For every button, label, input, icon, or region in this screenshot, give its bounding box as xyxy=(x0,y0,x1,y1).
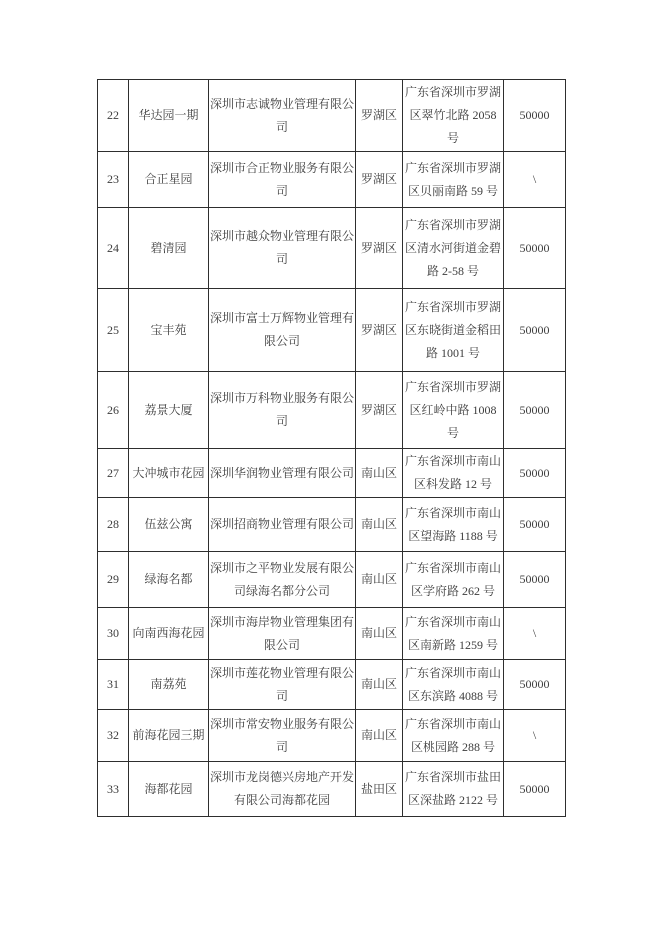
cell-address: 广东省深圳市罗湖区清水河街道金碧路 2-58 号 xyxy=(403,208,504,289)
cell-row-number: 27 xyxy=(98,449,129,498)
table-row xyxy=(98,372,566,449)
table-row xyxy=(98,289,566,372)
cell-company: 深圳市龙岗德兴房地产开发有限公司海都花园 xyxy=(209,762,356,817)
cell-district: 罗湖区 xyxy=(356,208,403,289)
cell-district: 南山区 xyxy=(356,608,403,660)
table-row xyxy=(98,152,566,208)
cell-address: 广东省深圳市南山区东滨路 4088 号 xyxy=(403,660,504,710)
cell-company: 深圳市常安物业服务有限公司 xyxy=(209,710,356,762)
table-row xyxy=(98,608,566,660)
table-row xyxy=(98,80,566,152)
cell-property-name: 向南西海花园 xyxy=(129,608,209,660)
cell-amount: 50000 xyxy=(504,449,566,498)
table-row xyxy=(98,498,566,552)
cell-district: 南山区 xyxy=(356,498,403,552)
cell-address: 广东省深圳市南山区学府路 262 号 xyxy=(403,552,504,608)
cell-address: 广东省深圳市罗湖区翠竹北路 2058 号 xyxy=(403,80,504,152)
cell-row-number: 28 xyxy=(98,498,129,552)
cell-amount: 50000 xyxy=(504,372,566,449)
cell-address: 广东省深圳市南山区南新路 1259 号 xyxy=(403,608,504,660)
cell-address: 广东省深圳市罗湖区贝丽南路 59 号 xyxy=(403,152,504,208)
cell-row-number: 22 xyxy=(98,80,129,152)
cell-company: 深圳市之平物业发展有限公司绿海名都分公司 xyxy=(209,552,356,608)
cell-property-name: 荔景大厦 xyxy=(129,372,209,449)
cell-amount: \ xyxy=(504,608,566,660)
cell-property-name: 伍兹公寓 xyxy=(129,498,209,552)
cell-row-number: 32 xyxy=(98,710,129,762)
table-row xyxy=(98,449,566,498)
cell-property-name: 大冲城市花园 xyxy=(129,449,209,498)
cell-row-number: 23 xyxy=(98,152,129,208)
cell-property-name: 南荔苑 xyxy=(129,660,209,710)
cell-address: 广东省深圳市南山区桃园路 288 号 xyxy=(403,710,504,762)
cell-company: 深圳华润物业管理有限公司 xyxy=(209,449,356,498)
cell-district: 盐田区 xyxy=(356,762,403,817)
cell-row-number: 31 xyxy=(98,660,129,710)
table-row xyxy=(98,208,566,289)
cell-company: 深圳市越众物业管理有限公司 xyxy=(209,208,356,289)
cell-row-number: 25 xyxy=(98,289,129,372)
cell-company: 深圳市富士万辉物业管理有限公司 xyxy=(209,289,356,372)
cell-property-name: 海都花园 xyxy=(129,762,209,817)
cell-company: 深圳市万科物业服务有限公司 xyxy=(209,372,356,449)
table-row xyxy=(98,710,566,762)
table-row xyxy=(98,660,566,710)
cell-property-name: 宝丰苑 xyxy=(129,289,209,372)
cell-company: 深圳市志诚物业管理有限公司 xyxy=(209,80,356,152)
cell-property-name: 华达园一期 xyxy=(129,80,209,152)
cell-district: 罗湖区 xyxy=(356,289,403,372)
cell-district: 罗湖区 xyxy=(356,372,403,449)
cell-district: 南山区 xyxy=(356,660,403,710)
cell-company: 深圳市合正物业服务有限公司 xyxy=(209,152,356,208)
cell-property-name: 绿海名都 xyxy=(129,552,209,608)
cell-amount: \ xyxy=(504,710,566,762)
cell-row-number: 24 xyxy=(98,208,129,289)
cell-address: 广东省深圳市盐田区深盐路 2122 号 xyxy=(403,762,504,817)
cell-district: 南山区 xyxy=(356,710,403,762)
cell-property-name: 前海花园三期 xyxy=(129,710,209,762)
cell-amount: 50000 xyxy=(504,762,566,817)
cell-company: 深圳市莲花物业管理有限公司 xyxy=(209,660,356,710)
cell-address: 广东省深圳市南山区望海路 1188 号 xyxy=(403,498,504,552)
cell-row-number: 29 xyxy=(98,552,129,608)
cell-row-number: 30 xyxy=(98,608,129,660)
property-table-body xyxy=(98,80,566,817)
cell-district: 罗湖区 xyxy=(356,80,403,152)
cell-address: 广东省深圳市罗湖区东晓街道金稻田路 1001 号 xyxy=(403,289,504,372)
cell-address: 广东省深圳市罗湖区红岭中路 1008 号 xyxy=(403,372,504,449)
cell-district: 南山区 xyxy=(356,552,403,608)
property-table xyxy=(97,79,566,817)
cell-amount: 50000 xyxy=(504,660,566,710)
table-row xyxy=(98,762,566,817)
cell-address: 广东省深圳市南山区科发路 12 号 xyxy=(403,449,504,498)
cell-company: 深圳招商物业管理有限公司 xyxy=(209,498,356,552)
cell-property-name: 合正星园 xyxy=(129,152,209,208)
table-row xyxy=(98,552,566,608)
cell-district: 南山区 xyxy=(356,449,403,498)
cell-amount: \ xyxy=(504,152,566,208)
cell-amount: 50000 xyxy=(504,552,566,608)
cell-amount: 50000 xyxy=(504,289,566,372)
cell-company: 深圳市海岸物业管理集团有限公司 xyxy=(209,608,356,660)
cell-district: 罗湖区 xyxy=(356,152,403,208)
cell-property-name: 碧清园 xyxy=(129,208,209,289)
cell-amount: 50000 xyxy=(504,498,566,552)
cell-amount: 50000 xyxy=(504,208,566,289)
cell-amount: 50000 xyxy=(504,80,566,152)
cell-row-number: 33 xyxy=(98,762,129,817)
cell-row-number: 26 xyxy=(98,372,129,449)
